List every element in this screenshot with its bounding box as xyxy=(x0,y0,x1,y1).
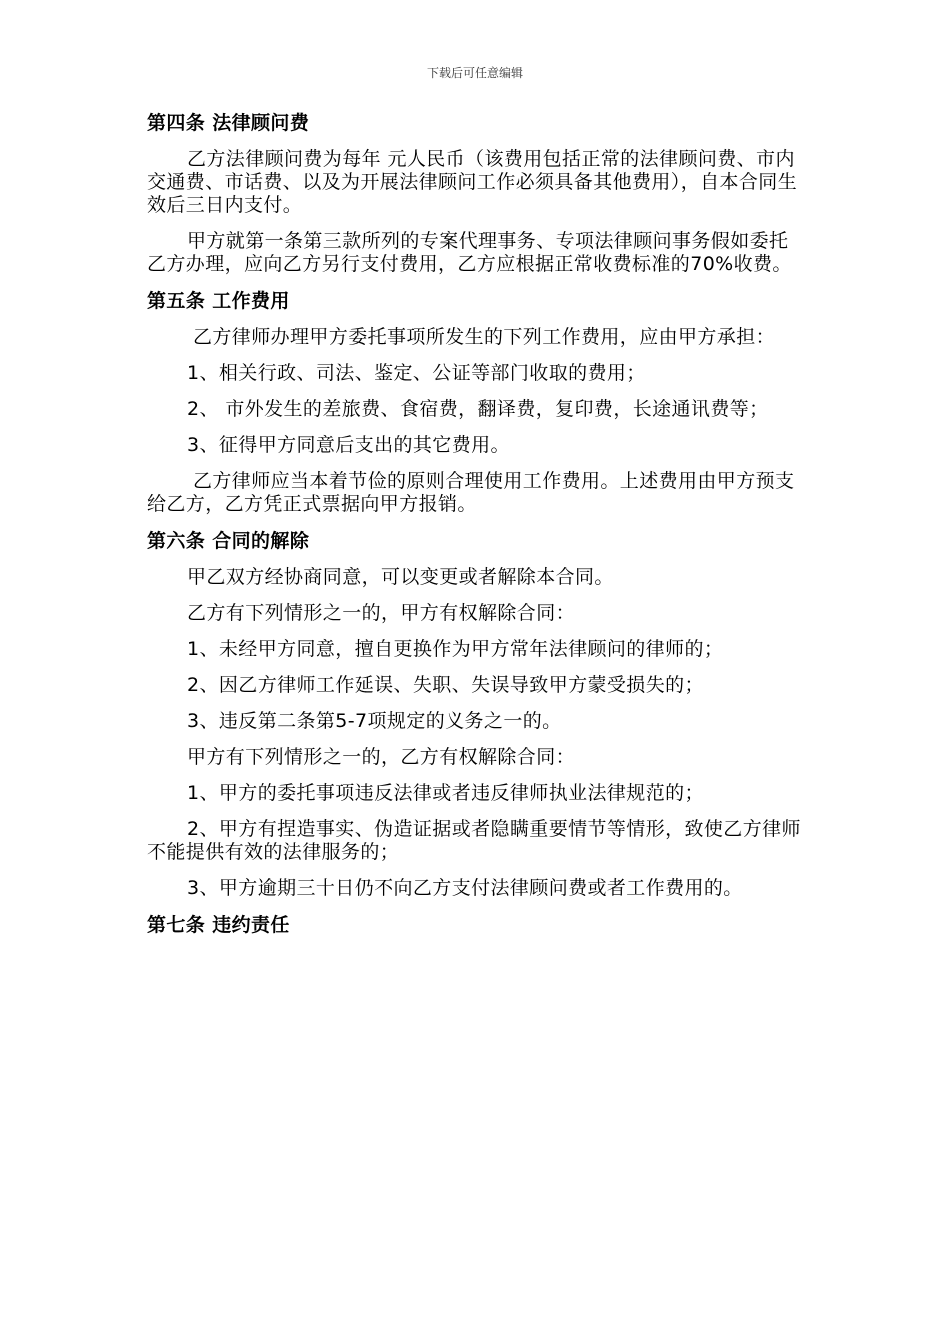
article-4-paragraph-2: 甲方就第一条第三款所列的专案代理事务、专项法律顾问事务假如委托乙方办理，应向乙方另行支付费用，乙方应根据正常收费标准的70%收费。 xyxy=(147,230,792,275)
article-6-b-item-2: 2、甲方有捏造事实、伪造证据或者隐瞒重要情节等情形，致使乙方律师不能提供有效的法律服务的； xyxy=(147,818,801,863)
article-6-paragraph-1: 甲乙双方经协商同意，可以变更或者解除本合同。 xyxy=(187,566,614,588)
article-7-title: 第七条 违约责任 xyxy=(147,914,290,936)
document-body xyxy=(147,112,807,937)
article-6-b-item-1: 1、甲方的委托事项违反法律或者违反律师执业法律规范的； xyxy=(187,782,704,804)
article-5-item-1: 1、相关行政、司法、鉴定、公证等部门收取的费用； xyxy=(187,362,646,384)
article-6-a-item-2: 2、因乙方律师工作延误、失职、失误导致甲方蒙受损失的； xyxy=(187,674,704,696)
article-4-title: 第四条 法律顾问费 xyxy=(147,112,310,134)
article-5-closing: 乙方律师应当本着节俭的原则合理使用工作费用。上述费用由甲方预支给乙方，乙方凭正式票据向甲方报销。 xyxy=(147,470,795,515)
article-5-item-3: 3、征得甲方同意后支出的其它费用。 xyxy=(187,434,510,456)
article-6-title: 第六条 合同的解除 xyxy=(147,530,310,552)
article-5-intro: 乙方律师办理甲方委托事项所发生的下列工作费用，应由甲方承担： xyxy=(193,326,776,348)
article-5-item-2: 2、 市外发生的差旅费、食宿费，翻译费，复印费，长途通讯费等； xyxy=(187,398,769,420)
article-6-b-item-3: 3、甲方逾期三十日仍不向乙方支付法律顾问费或者工作费用的。 xyxy=(187,877,743,899)
article-6-a-item-1: 1、未经甲方同意，擅自更换作为甲方常年法律顾问的律师的； xyxy=(187,638,724,660)
article-6-paragraph-2: 乙方有下列情形之一的，甲方有权解除合同： xyxy=(187,602,576,624)
article-6-paragraph-3: 甲方有下列情形之一的，乙方有权解除合同： xyxy=(187,746,576,768)
article-6-a-item-3: 3、违反第二条第5-7项规定的义务之一的。 xyxy=(187,710,562,732)
article-4-paragraph-1: 乙方法律顾问费为每年 元人民币（该费用包括正常的法律顾问费、市内交通费、市话费、以及为开展法律顾问工作必须具备其他费用），自本合同生效后三日内支付。 xyxy=(147,148,798,216)
page-header: 下载后可任意编辑 xyxy=(426,66,523,80)
article-5-title: 第五条 工作费用 xyxy=(147,290,290,312)
